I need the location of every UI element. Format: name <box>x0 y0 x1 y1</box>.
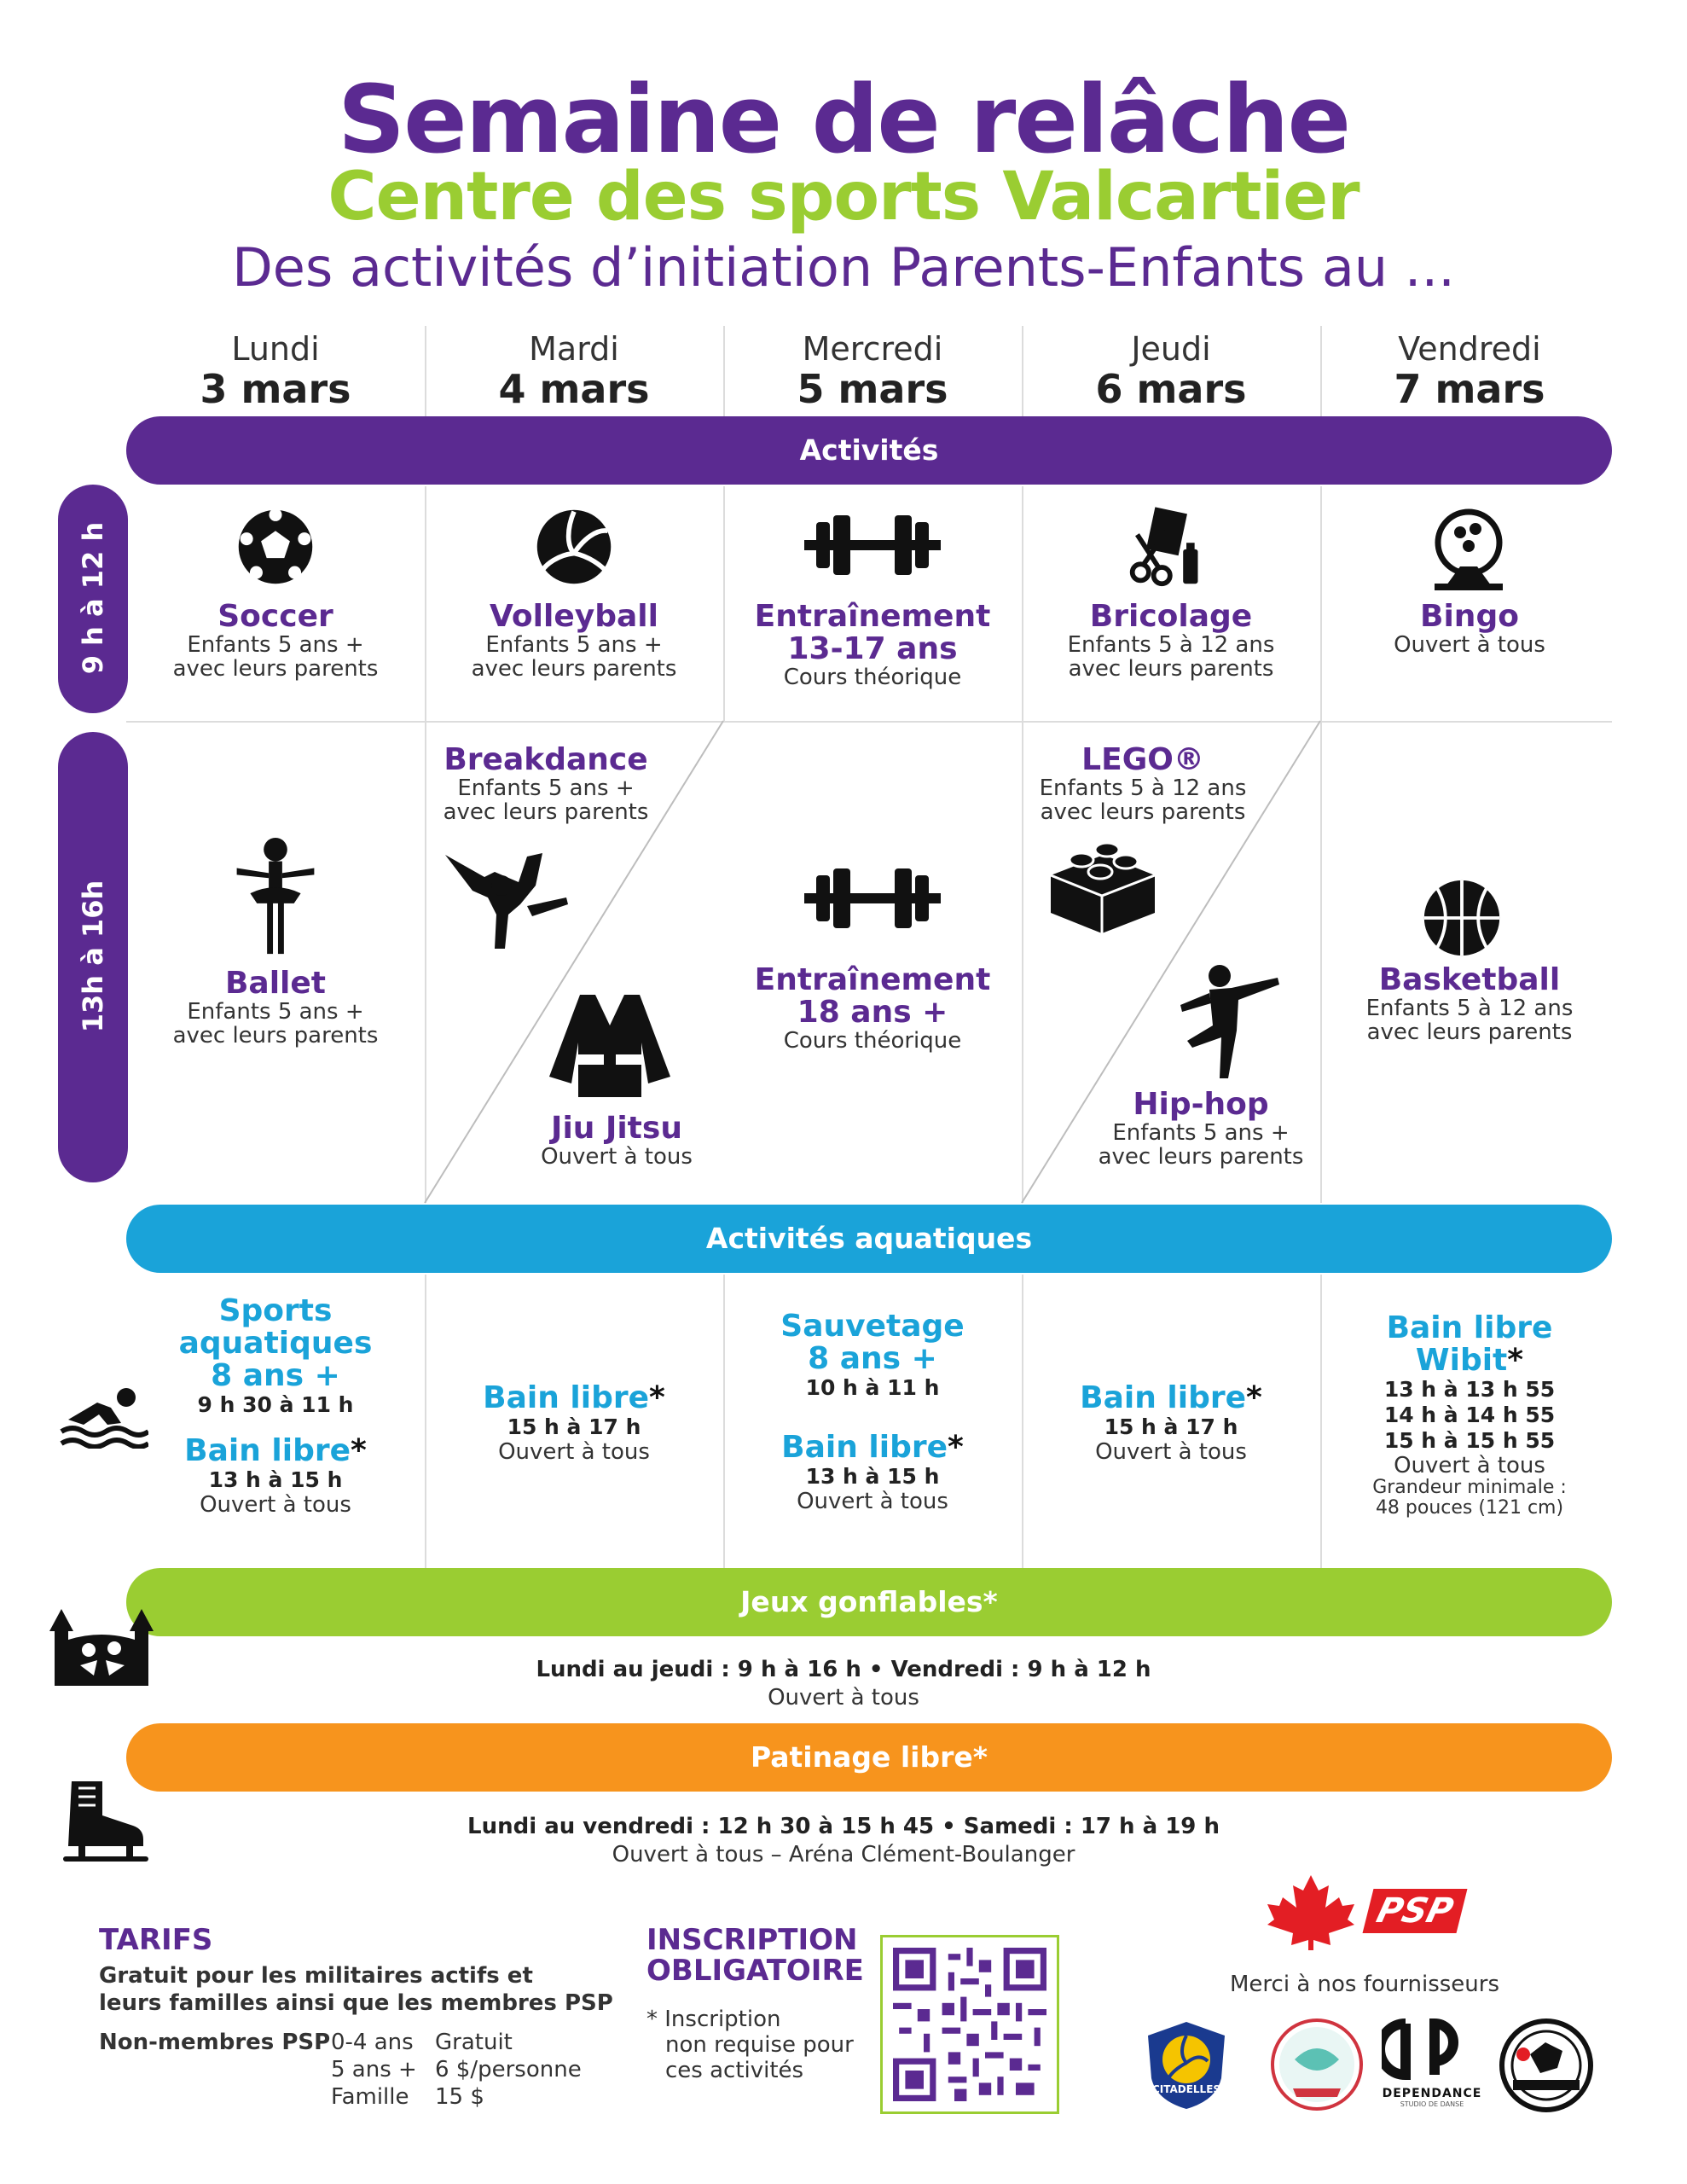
activity-basketball <box>1320 964 1619 1044</box>
day-name: Lundi <box>231 330 320 368</box>
gymnastics-club-logo <box>1269 2017 1365 2112</box>
aquatic-note: Grandeur minimale : <box>1372 1477 1567 1498</box>
activity-training-18 <box>723 964 1022 1053</box>
ballet-dancer-icon <box>232 834 319 961</box>
activity-lego <box>1015 744 1271 824</box>
aquatic-name: Bain libre <box>184 1433 351 1468</box>
tarif-age: 5 ans + <box>331 2057 417 2082</box>
activity-desc: avec leurs parents <box>443 799 649 825</box>
activity-name: Bricolage <box>1089 599 1253 634</box>
dumbbell-icon <box>804 868 941 928</box>
tarif-price: Gratuit <box>435 2030 513 2055</box>
aquatic-name: Wibit <box>1415 1343 1508 1378</box>
aquatic-time: 13 h à 13 h 55 <box>1383 1377 1556 1402</box>
day-name: Vendredi <box>1398 330 1541 368</box>
tarifs-nonmember-label: Non-membres PSP <box>99 2030 331 2055</box>
activity-name: LEGO® <box>1081 742 1204 777</box>
bingo-cage-icon <box>1426 507 1511 592</box>
tarif-age: 0-4 ans <box>331 2030 414 2055</box>
banner-jeux-gonflables: Jeux gonflables* <box>126 1568 1612 1636</box>
activity-desc: Ouvert à tous <box>1394 632 1545 658</box>
banner-activites: Activités <box>126 416 1612 485</box>
activity-desc: avec leurs parents <box>1098 1144 1304 1170</box>
aquatic-name: Bain libre <box>781 1430 948 1465</box>
time-slot-afternoon-label: 13h à 16h <box>77 880 109 1033</box>
activity-name: Bingo <box>1420 599 1519 634</box>
craft-scissors-icon <box>1126 507 1208 589</box>
tarif-price: 15 $ <box>435 2084 484 2110</box>
activity-volleyball <box>425 601 723 681</box>
activity-desc: Enfants 5 ans + <box>1112 1120 1290 1146</box>
aquatic-time: 14 h à 14 h 55 <box>1383 1403 1556 1427</box>
aquatic-name: Bain libre <box>483 1380 650 1415</box>
aquatic-age: 8 ans + <box>808 1341 937 1376</box>
aquatic-time: 13 h à 15 h <box>208 1467 343 1492</box>
canada-maple-leaf-icon <box>1266 1873 1356 1950</box>
citadelles-volleyball-icon <box>1139 2018 1233 2112</box>
aquatic-name: Bain libre <box>1386 1310 1553 1345</box>
activity-desc: Cours théorique <box>783 665 962 690</box>
activity-age: 13-17 ans <box>787 631 958 666</box>
activity-name: Entraînement <box>754 962 991 997</box>
aquatic-time: 15 h à 17 h <box>507 1414 641 1439</box>
jeux-access: Ouvert à tous <box>768 1685 919 1711</box>
tarif-price: 6 $/personne <box>435 2057 582 2082</box>
inscription-title-line: INSCRIPTION <box>646 1923 858 1957</box>
dumbbell-icon <box>804 515 941 575</box>
patinage-access: Ouvert à tous – Aréna Clément-Boulanger <box>612 1842 1075 1867</box>
soccer-ball-icon <box>235 507 316 587</box>
aquatic-time: 15 h à 17 h <box>1104 1414 1238 1439</box>
banner-aquatiques: Activités aquatiques <box>126 1205 1612 1273</box>
aquatic-age: 8 ans + <box>211 1358 340 1393</box>
citadelles-logo <box>1139 2018 1233 2112</box>
activity-desc: avec leurs parents <box>471 656 677 682</box>
sponsors-thanks: Merci à nos fournisseurs <box>1230 1972 1499 1997</box>
aquatic-tuesday <box>425 1382 723 1464</box>
basketball-icon <box>1421 877 1503 959</box>
jiujitsu-gi-icon <box>546 991 674 1097</box>
tarifs-title: TARIFS <box>99 1923 213 1957</box>
patinage-schedule <box>0 1812 1687 1868</box>
activity-name: Jiu Jitsu <box>551 1111 682 1146</box>
activity-name: Ballet <box>224 966 327 1001</box>
activity-training-13-17 <box>723 601 1022 689</box>
activity-name: Entraînement <box>754 599 991 634</box>
day-date: 3 mars <box>200 366 351 412</box>
activity-name: Volleyball <box>490 599 658 634</box>
inscription-note-line: * Inscription <box>646 2007 781 2032</box>
activity-breakdance <box>418 744 674 824</box>
aquatic-desc: Ouvert à tous <box>200 1492 351 1518</box>
day-date: 7 mars <box>1394 366 1545 412</box>
inscription-title <box>646 1925 864 1986</box>
inscription-note-line: ces activités <box>665 2058 804 2083</box>
aquatic-desc: Ouvert à tous <box>1394 1453 1545 1478</box>
asterisk: * <box>948 1430 964 1465</box>
psp-logo: PSP <box>1363 1889 1468 1933</box>
aquatic-thursday <box>1022 1382 1320 1464</box>
activity-name: Basketball <box>1378 962 1561 997</box>
citadelles-label: CITADELLES <box>1151 2083 1221 2095</box>
activity-jiujitsu <box>510 1112 723 1169</box>
asterisk: * <box>1507 1343 1524 1378</box>
activity-soccer <box>126 601 425 681</box>
activity-ballet <box>126 967 425 1048</box>
aquatic-name: aquatiques <box>178 1326 373 1361</box>
activity-desc: Ouvert à tous <box>541 1144 693 1170</box>
aquatic-friday <box>1320 1312 1619 1519</box>
lego-brick-icon <box>1047 834 1158 935</box>
activity-hiphop <box>1073 1089 1329 1169</box>
qr-code-frame[interactable] <box>880 1935 1059 2114</box>
hiphop-dancer-icon <box>1175 962 1283 1082</box>
dependance-dp-icon <box>1382 2015 1482 2083</box>
activity-age: 18 ans + <box>797 995 948 1030</box>
aquatic-name: Sauvetage <box>780 1309 965 1344</box>
activity-name: Breakdance <box>443 742 648 777</box>
activity-desc: Enfants 5 ans + <box>187 632 364 658</box>
page-title: Semaine de relâche <box>337 65 1350 174</box>
day-date: 6 mars <box>1095 366 1247 412</box>
activity-desc: Enfants 5 à 12 ans <box>1365 996 1574 1021</box>
aquatic-note: 48 pouces (121 cm) <box>1375 1497 1564 1519</box>
aquatic-time: 10 h à 11 h <box>805 1375 940 1400</box>
day-name: Mercredi <box>802 330 943 368</box>
dependance-label: DEPENDANCE <box>1382 2087 1482 2100</box>
time-slot-morning-label: 9 h à 12 h <box>77 521 109 675</box>
dependance-sublabel: STUDIO DE DANSE <box>1400 2100 1464 2108</box>
banner-patinage: Patinage libre* <box>126 1723 1612 1792</box>
tarif-age: Famille <box>331 2084 409 2110</box>
asterisk: * <box>649 1380 665 1415</box>
tarifs-free-line: Gratuit pour les militaires actifs et <box>99 1963 533 1989</box>
aquatic-name: Bain libre <box>1080 1380 1247 1415</box>
aquatic-desc: Ouvert à tous <box>797 1489 948 1514</box>
activity-bricolage <box>1022 601 1320 681</box>
activity-desc: avec leurs parents <box>1068 656 1274 682</box>
asterisk: * <box>1246 1380 1262 1415</box>
asterisk: * <box>351 1433 367 1468</box>
inscription-note-line: non requise pour <box>665 2032 854 2058</box>
activity-name: Soccer <box>217 599 333 634</box>
activity-desc: avec leurs parents <box>1366 1019 1573 1045</box>
tarifs-free-line: leurs familles ainsi que les membres PSP <box>99 1990 613 2016</box>
aquatic-monday <box>126 1295 425 1517</box>
aquatic-wednesday <box>723 1310 1022 1513</box>
patinage-hours: Lundi au vendredi : 12 h 30 à 15 h 45 • Samedi : 17 h à 19 h <box>467 1814 1220 1839</box>
day-date: 5 mars <box>797 366 948 412</box>
activity-name: Hip-hop <box>1133 1087 1269 1122</box>
aquatic-name: Sports <box>218 1293 333 1328</box>
dependance-logo <box>1382 2015 1482 2114</box>
volleyball-icon <box>534 507 614 587</box>
inscription-title-line: OBLIGATOIRE <box>646 1954 864 1988</box>
aquatic-desc: Ouvert à tous <box>498 1439 650 1465</box>
activity-desc: Enfants 5 ans + <box>187 999 364 1025</box>
page-subtitle: Centre des sports Valcartier <box>328 159 1359 235</box>
jeux-hours: Lundi au jeudi : 9 h à 16 h • Vendredi : 9 h à 12 h <box>536 1657 1151 1682</box>
day-name: Jeudi <box>1131 330 1211 368</box>
activity-desc: avec leurs parents <box>172 656 379 682</box>
activity-bingo <box>1320 601 1619 657</box>
day-date: 4 mars <box>498 366 650 412</box>
activity-desc: Enfants 5 ans + <box>485 632 663 658</box>
jeux-schedule <box>0 1655 1687 1711</box>
aquatic-desc: Ouvert à tous <box>1095 1439 1247 1465</box>
aquatic-time: 9 h 30 à 11 h <box>197 1392 354 1417</box>
activity-desc: Enfants 5 ans + <box>457 775 635 801</box>
activity-desc: Cours théorique <box>783 1028 962 1054</box>
aquatic-time: 13 h à 15 h <box>805 1464 940 1489</box>
aquatic-time: 15 h à 15 h 55 <box>1383 1428 1556 1453</box>
jiujitsu-club-logo <box>1498 2017 1595 2114</box>
inscription-note <box>646 2007 854 2083</box>
activity-desc: avec leurs parents <box>1040 799 1246 825</box>
page-tagline: Des activités d’initiation Parents-Enfants au ... <box>232 236 1455 299</box>
breakdancer-icon <box>442 838 570 950</box>
activity-desc: avec leurs parents <box>172 1023 379 1048</box>
qr-code-icon[interactable] <box>893 1948 1046 2101</box>
activity-desc: Enfants 5 à 12 ans <box>1067 632 1275 658</box>
activity-desc: Enfants 5 à 12 ans <box>1039 775 1247 801</box>
day-name: Mardi <box>529 330 619 368</box>
